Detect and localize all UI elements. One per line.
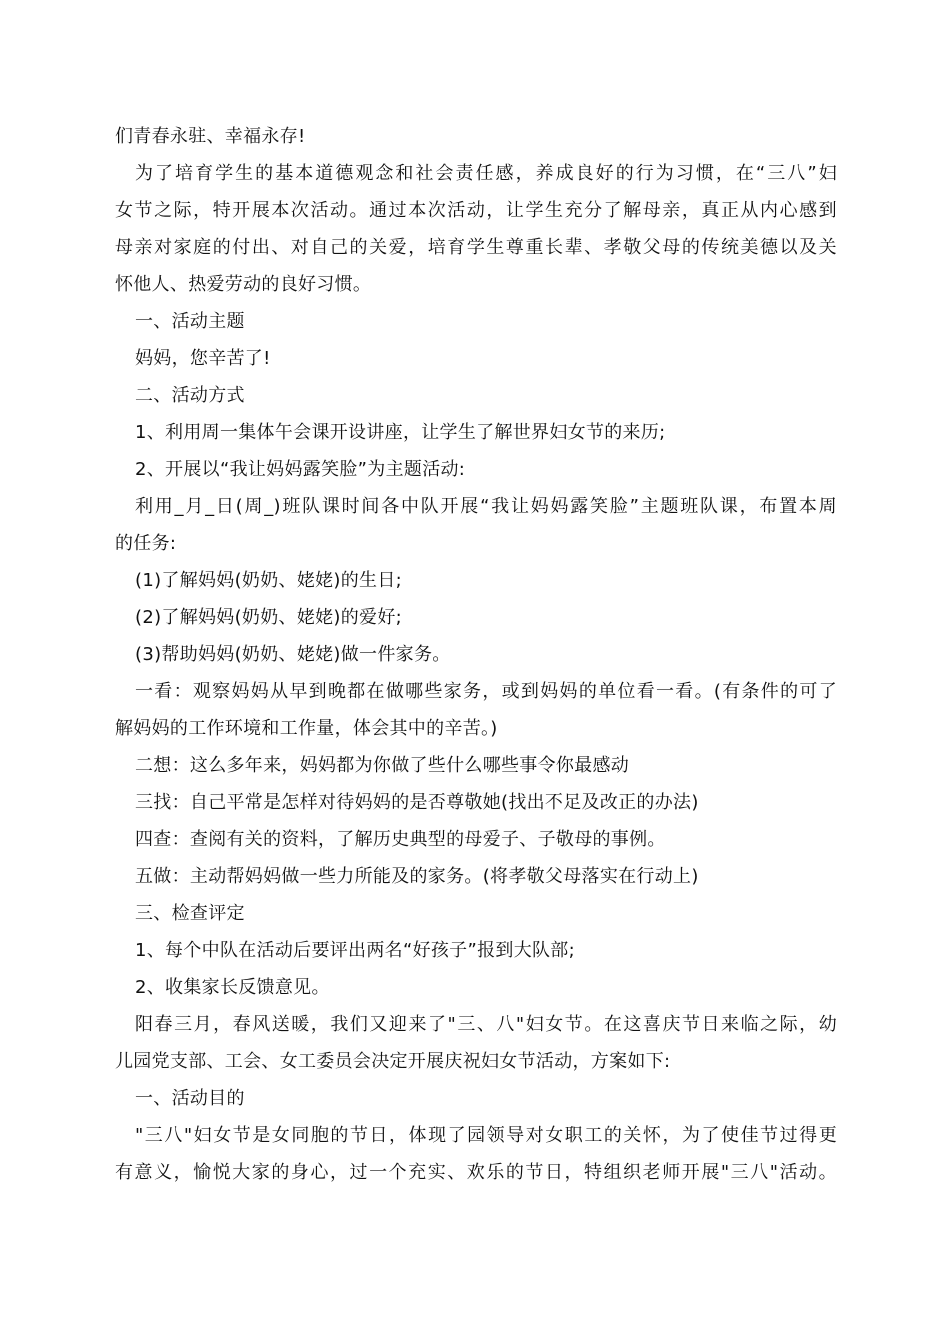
text-line: 母亲对家庭的付出、对自己的关爱，培育学生尊重长辈、孝敬父母的传统美德以及关 <box>115 237 837 258</box>
text-line: 怀他人、热爱劳动的良好习惯。 <box>115 274 372 295</box>
text-line: 儿园党支部、工会、女工委员会决定开展庆祝妇女节活动，方案如下: <box>115 1051 671 1072</box>
section-heading: 一、活动主题 <box>135 311 245 332</box>
text-line: 阳春三月，春风送暖，我们又迎来了"三、八"妇女节。在这喜庆节日来临之际，幼 <box>135 1014 837 1035</box>
text-line: 三找：自己平常是怎样对待妈妈的是否尊敬她(找出不足及改正的办法) <box>135 792 699 813</box>
list-item: (3)帮助妈妈(奶奶、姥姥)做一件家务。 <box>135 644 451 665</box>
section-heading: 一、活动目的 <box>135 1088 245 1109</box>
list-item: (2)了解妈妈(奶奶、姥姥)的爱好; <box>135 607 403 628</box>
text-line: 利用_月_日(周_)班队课时间各中队开展“我让妈妈露笑脸”主题班队课，布置本周 <box>135 496 837 517</box>
text-line: 五做：主动帮妈妈做一些力所能及的家务。(将孝敬父母落实在行动上) <box>135 866 699 887</box>
text-line: 解妈妈的工作环境和工作量，体会其中的辛苦。) <box>115 718 498 739</box>
list-item: 2、收集家长反馈意见。 <box>135 977 330 998</box>
list-item: 1、每个中队在活动后要评出两名“好孩子”报到大队部; <box>135 940 575 961</box>
text-line: 二想：这么多年来，妈妈都为你做了些什么哪些事令你最感动 <box>135 755 630 776</box>
text-line: "三八"妇女节是女同胞的节日，体现了园领导对女职工的关怀，为了使佳节过得更 <box>135 1125 837 1146</box>
text-line: 妈妈，您辛苦了! <box>135 348 271 369</box>
list-item: 1、利用周一集体午会课开设讲座，让学生了解世界妇女节的来历; <box>135 422 666 443</box>
section-heading: 二、活动方式 <box>135 385 245 406</box>
text-line: 的任务: <box>115 533 177 554</box>
text-line: 们青春永驻、幸福永存! <box>115 126 306 147</box>
list-item: 2、开展以“我让妈妈露笑脸”为主题活动: <box>135 459 466 480</box>
list-item: (1)了解妈妈(奶奶、姥姥)的生日; <box>135 570 403 591</box>
document-body <box>115 118 837 1191</box>
section-heading: 三、检查评定 <box>135 903 245 924</box>
text-line: 女节之际，特开展本次活动。通过本次活动，让学生充分了解母亲，真正从内心感到 <box>115 200 837 221</box>
text-line: 为了培育学生的基本道德观念和社会责任感，养成良好的行为习惯，在“三八”妇 <box>135 163 837 184</box>
text-line: 四查：查阅有关的资料，了解历史典型的母爱子、子敬母的事例。 <box>135 829 666 850</box>
text-line: 有意义，愉悦大家的身心，过一个充实、欢乐的节日，特组织老师开展"三八"活动。 <box>115 1162 837 1183</box>
text-line: 一看：观察妈妈从早到晚都在做哪些家务，或到妈妈的单位看一看。(有条件的可了 <box>135 681 837 702</box>
